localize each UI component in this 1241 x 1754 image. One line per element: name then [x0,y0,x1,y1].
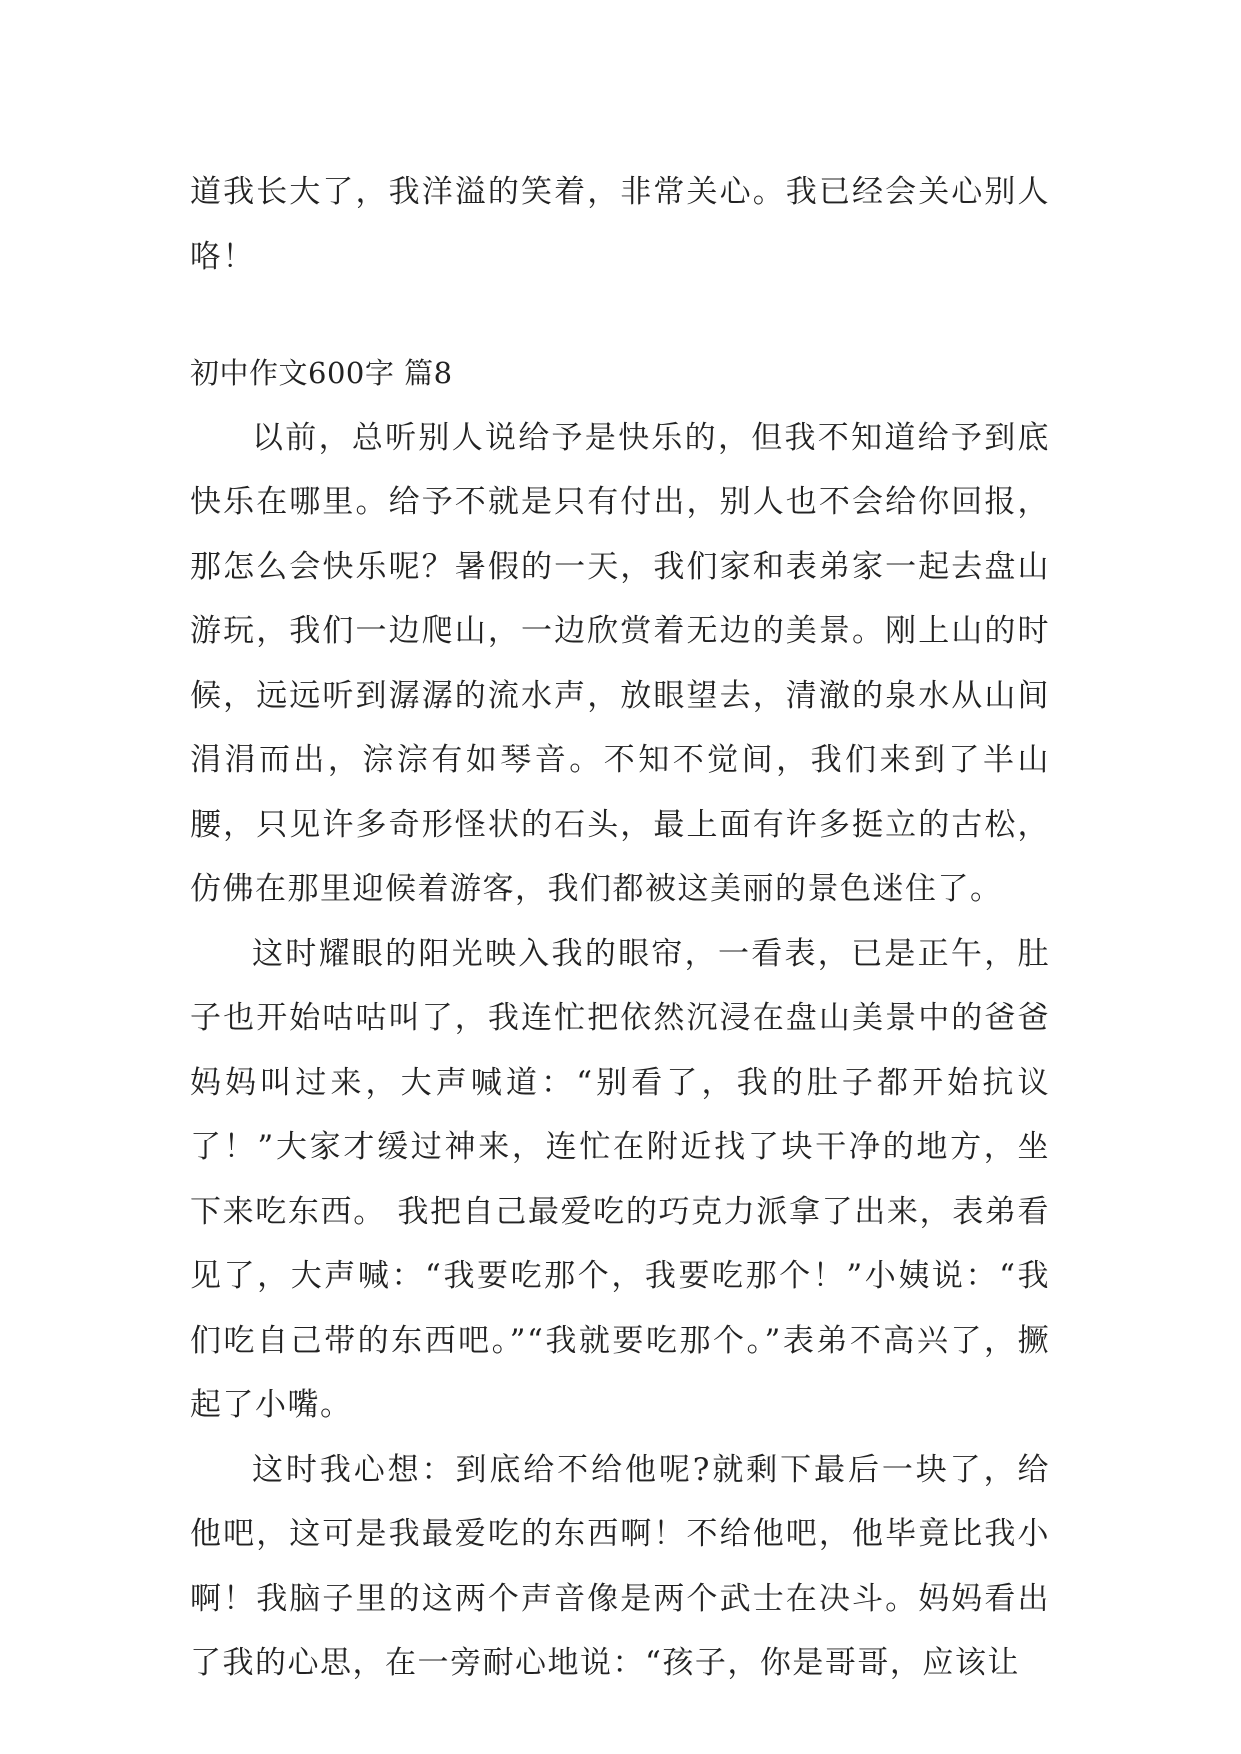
continued-paragraph: 道我长大了，我洋溢的笑着，非常关心。我已经会关心别人咯！ [190,174,1050,275]
paragraph-1: 以前，总听别人说给予是快乐的，但我不知道给予到底快乐在哪里。给予不就是只有付出，别人也不会给你回报，那怎么会快乐呢？暑假的一天，我们家和表弟家一起去盘山游玩，我们一边爬山，一边欣赏着无边的美景。刚上山的时候，远远听到潺潺的流水声，放眼望去，清澈的泉水从山间涓涓而出，淙淙有如琴音。不知不觉间，我们来到了半山腰，只见许多奇形怪状的石头，最上面有许多挺立的古松，仿佛在那里迎候着游客，我们都被这美丽的景色迷住了。 [190,419,1050,907]
document-body [190,160,1050,1696]
section-heading: 初中作文600字 篇8 [190,356,453,390]
paragraph-2: 这时耀眼的阳光映入我的眼帘，一看表，已是正午，肚子也开始咕咕叫了，我连忙把依然沉浸在盘山美景中的爸爸妈妈叫过来，大声喊道：“别看了，我的肚子都开始抗议了！”大家才缓过神来，连忙在附近找了块干净的地方，坐下来吃东西。 我把自己最爱吃的巧克力派拿了出来，表弟看见了，大声喊：“我要吃那个，我要吃那个！”小姨说：“我们吃自己带的东西吧。”“我就要吃那个。”表弟不高兴了，撅起了小嘴。 [190,935,1050,1423]
paragraph-3: 这时我心想：到底给不给他呢?就剩下最后一块了，给他吧，这可是我最爱吃的东西啊！不给他吧，他毕竟比我小啊！我脑子里的这两个声音像是两个武士在决斗。妈妈看出了我的心思，在一旁耐心地说：“孩子，你是哥哥，应该让 [190,1451,1050,1681]
